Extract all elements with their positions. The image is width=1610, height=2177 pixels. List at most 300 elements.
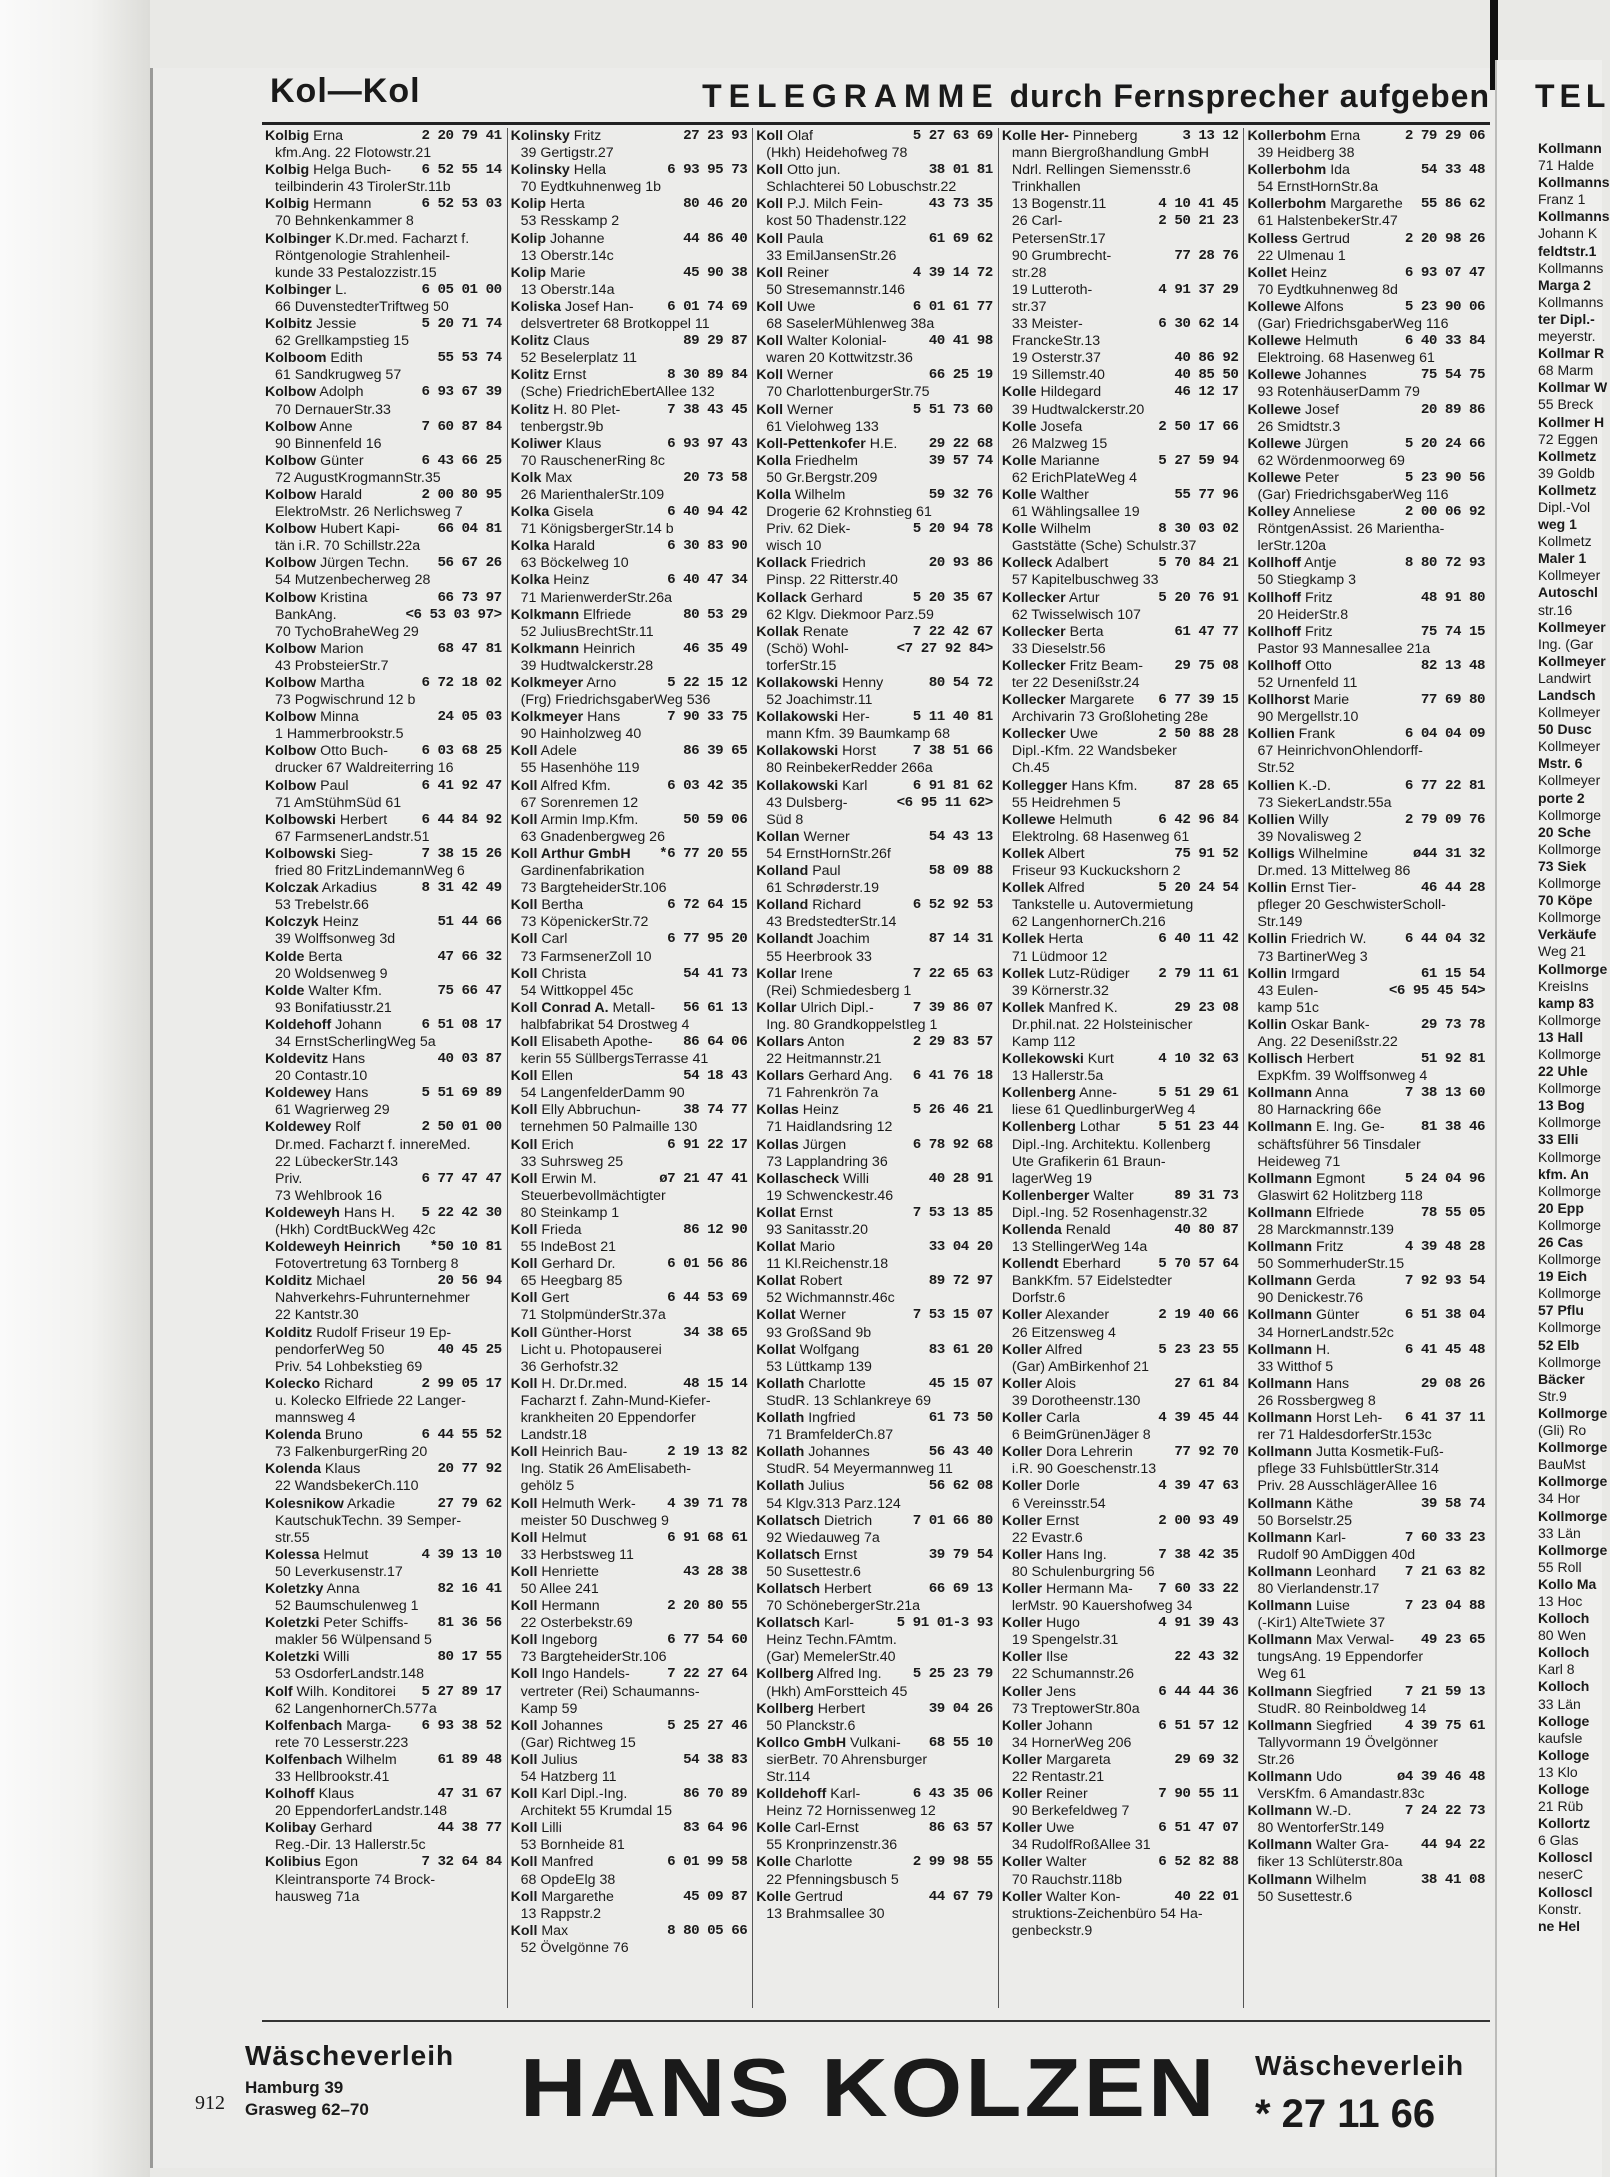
listing-entry <box>756 1786 995 1803</box>
ad-left-city: Hamburg 39 <box>245 2078 344 2097</box>
listing-entry <box>265 1119 504 1136</box>
listing-detail: 39 Wolffsonweg 3d <box>275 931 396 948</box>
listing-continuation <box>1247 1068 1487 1085</box>
next-page-line: Kollmorge <box>1538 909 1602 926</box>
listing-detail: Helmuth <box>1301 333 1358 350</box>
listing-entry <box>1247 402 1487 419</box>
listing-detail: 73 Lapplandring 36 <box>766 1153 888 1170</box>
listing-continuation <box>1002 1290 1241 1307</box>
listing-continuation <box>756 1837 995 1854</box>
listing-detail: 54 Hatzberg 11 <box>520 1769 617 1785</box>
listing-surname: Kollmann <box>1247 1085 1313 1102</box>
listing-detail: Friseur 93 Kuckuckshorn 2 <box>1011 863 1181 880</box>
listing-phone: 5 51 29 61 <box>1155 1085 1238 1102</box>
listing-continuation <box>511 692 750 709</box>
listing-entry <box>511 1290 750 1307</box>
listing-surname: Kollhoff <box>1247 623 1302 640</box>
listing-phone: 29 75 08 <box>1171 658 1238 675</box>
listing-entry <box>1247 1085 1487 1102</box>
listing-surname: Kollas <box>756 1102 799 1119</box>
listing-continuation <box>1247 1513 1487 1530</box>
listing-entry <box>1247 1017 1487 1034</box>
listing-phone: 5 25 27 46 <box>664 1718 747 1735</box>
listing-surname: Kolka <box>510 572 550 589</box>
listing-surname: Kolfenbach <box>265 1751 343 1768</box>
listing-surname: Kolitz <box>510 333 550 350</box>
listing-phone: 77 28 76 <box>1171 248 1238 265</box>
listing-surname: Kollmann <box>1247 1239 1313 1256</box>
listing-phone: 87 14 31 <box>926 931 993 948</box>
listing-surname: Koll <box>510 931 538 948</box>
listing-continuation <box>756 1906 995 1923</box>
listing-continuation <box>1002 1530 1241 1547</box>
listing-detail: 71 AmStühmSüd 61 <box>275 794 402 811</box>
listing-entry <box>1247 1872 1487 1889</box>
listing-continuation <box>265 1393 504 1410</box>
listing-surname: Kolf <box>265 1683 293 1700</box>
listing-detail: Eberhard <box>1058 1256 1121 1273</box>
listing-continuation <box>511 1769 750 1786</box>
listing-phone: 6 77 39 15 <box>1155 692 1238 709</box>
listing-phone: 45 09 87 <box>680 1889 747 1906</box>
listing-detail: 39 Novalisweg 2 <box>1257 828 1362 845</box>
listing-surname: Kollakowski <box>756 743 839 760</box>
listing-surname: Kollars <box>756 1068 805 1085</box>
listing-detail: Hans <box>583 709 621 726</box>
listing-detail: 19 Sillemstr.40 <box>1011 367 1105 384</box>
listing-detail: 62 Klgv. Diekmoor Parz.59 <box>766 606 934 623</box>
listing-detail: Richard <box>808 897 862 914</box>
listing-detail: Helmuth <box>1055 811 1113 828</box>
next-page-line: 71 Halde <box>1538 157 1595 174</box>
listing-phone: 51 92 81 <box>1418 1051 1485 1068</box>
listing-continuation <box>1247 897 1487 914</box>
listing-detail: Erna <box>1326 128 1361 144</box>
listing-surname: Koll <box>510 1136 538 1153</box>
listing-detail: Johann <box>1042 1717 1093 1734</box>
listing-surname: Kollmann <box>1247 1803 1313 1820</box>
listing-surname: Kolibay <box>265 1820 317 1837</box>
listing-phone: 50 59 06 <box>680 812 747 829</box>
listing-phone: 4 39 47 63 <box>1155 1478 1238 1495</box>
next-page-line: str.16 <box>1538 601 1573 618</box>
listing-detail: 36 Gerhofstr.32 <box>520 1358 619 1375</box>
listing-continuation <box>511 1307 750 1324</box>
ad-left-street: Grasweg 62–70 <box>245 2100 369 2119</box>
footer-rule <box>262 2020 1490 2022</box>
listing-surname: Kollenberg <box>1001 1085 1076 1102</box>
column-5 <box>1244 128 1490 2008</box>
listing-detail: Hans <box>1312 1375 1350 1392</box>
listing-entry <box>511 1068 750 1085</box>
listing-detail: Helga Buch- <box>309 162 392 179</box>
listing-detail: struktions-Zeichenbüro 54 Ha- <box>1011 1905 1203 1922</box>
listing-surname: Kolecko <box>265 1375 321 1392</box>
listing-continuation <box>511 1940 750 1957</box>
listing-surname: Kolka <box>510 538 550 555</box>
listing-detail: 13 Hallerstr.5a <box>1011 1068 1104 1085</box>
listing-detail: 34 HornerLandstr.52c <box>1257 1324 1394 1341</box>
next-page-line: Kollmorge <box>1538 1045 1602 1062</box>
next-page-line: Kolloch <box>1538 1678 1590 1695</box>
listing-entry <box>265 1854 504 1871</box>
listing-detail: Heinz <box>549 572 590 589</box>
listing-detail: Herbert <box>335 811 388 828</box>
listing-detail: 1 Hammerbrookstr.5 <box>275 726 404 743</box>
next-page-line: 6 Glas <box>1538 1832 1579 1849</box>
listing-continuation <box>756 1427 995 1444</box>
listing-detail: wisch 10 <box>766 538 822 555</box>
listing-detail: Günter <box>1312 1307 1360 1324</box>
listing-phone: 6 93 67 39 <box>418 384 501 401</box>
listing-detail: Alexander <box>1042 1307 1110 1324</box>
listing-detail: 52 Wichmannstr.46c <box>766 1290 895 1307</box>
listing-detail: 13 StellingerWeg 14a <box>1011 1239 1148 1256</box>
listing-entry <box>265 384 504 401</box>
listing-phone: 40 85 50 <box>1171 367 1238 384</box>
listing-detail: Mario <box>795 1239 836 1256</box>
listing-detail: Drogerie 62 Krohnstieg 61 <box>766 504 932 521</box>
listing-entry <box>265 709 504 726</box>
next-page-line: Kollmorge <box>1538 1473 1608 1490</box>
listing-surname: Koll <box>510 1222 538 1238</box>
listing-phone: 2 00 93 49 <box>1155 1513 1238 1530</box>
listing-surname: Kolbig <box>265 162 310 179</box>
listing-detail: Lothar <box>1075 1119 1121 1136</box>
listing-continuation <box>1002 1923 1241 1940</box>
listing-surname: Kollath <box>756 1410 805 1427</box>
listing-detail: Egon <box>320 1854 359 1871</box>
next-page-line: Kollmann <box>1538 140 1602 156</box>
next-page-line: Verkäufe <box>1538 926 1597 943</box>
next-page-line: Kollmar R <box>1538 345 1605 362</box>
listing-entry <box>1002 966 1241 983</box>
listing-surname: Kolle <box>1001 486 1037 503</box>
listing-entry <box>511 1376 750 1393</box>
listing-detail: Manfred K. <box>1044 999 1118 1016</box>
listing-entry <box>265 1752 504 1769</box>
listing-phone: 6 77 22 81 <box>1402 778 1485 795</box>
listing-continuation <box>1002 1803 1241 1820</box>
listing-detail: Minna <box>316 709 359 726</box>
listing-detail: 70 Eydtkuhnenweg 1b <box>520 179 662 196</box>
listing-phone: 61 69 62 <box>926 231 993 248</box>
listing-detail: Udo <box>1312 1769 1343 1785</box>
listing-continuation <box>1247 1854 1487 1871</box>
listing-phone: 48 91 80 <box>1418 590 1485 607</box>
listing-detail: Adolph <box>316 384 364 401</box>
listing-phone: 47 66 32 <box>434 949 501 966</box>
listing-detail: (Rei) Schmiedesberg 1 <box>766 982 912 999</box>
listing-entry <box>511 1444 750 1461</box>
listing-phone: 6 41 76 18 <box>910 1068 993 1085</box>
listing-detail: 71 Fahrenkrön 7a <box>766 1085 879 1102</box>
listing-detail: FranckeStr.13 <box>1011 333 1101 350</box>
listing-detail: 43 BredstedterStr.14 <box>766 914 897 931</box>
listing-continuation <box>511 1461 750 1478</box>
listing-entry <box>756 1889 995 1906</box>
listing-detail: 80 Schulenburgring 56 <box>1011 1563 1155 1580</box>
listing-continuation <box>1247 1649 1487 1666</box>
listing-detail: 80 WentorferStr.149 <box>1257 1820 1385 1837</box>
listing-continuation <box>1002 795 1241 812</box>
listing-continuation <box>265 897 504 914</box>
next-page-line: 57 Pflu <box>1538 1302 1584 1319</box>
listing-detail: Elektroing. 68 Hasenweg 61 <box>1257 350 1435 367</box>
listing-detail: Claus <box>549 333 590 350</box>
listing-continuation <box>1247 1154 1487 1171</box>
listing-phone: 40 22 01 <box>1171 1889 1238 1906</box>
listing-detail: Anna <box>323 1580 360 1597</box>
listing-entry <box>1247 265 1487 282</box>
listing-detail: Jürgen <box>1301 435 1349 452</box>
listing-entry <box>1002 1513 1241 1530</box>
listing-phone: 56 67 26 <box>434 555 501 572</box>
listing-detail: Jürgen Techn. <box>316 555 410 572</box>
listing-phone: 5 27 59 94 <box>1155 453 1238 470</box>
listing-detail: 70 DernauerStr.33 <box>275 401 391 418</box>
listing-detail: 33 Herbstsweg 11 <box>520 1546 634 1563</box>
listing-detail: 19 Spengelstr.31 <box>1011 1632 1119 1649</box>
listing-phone: 2 19 13 82 <box>664 1444 747 1461</box>
listing-surname: Koll <box>756 128 784 144</box>
listing-detail: waren 20 Kottwitzstr.36 <box>766 350 913 367</box>
listing-detail: Ernst <box>820 1546 858 1563</box>
listing-phone: 5 91 01-3 93 <box>894 1615 993 1632</box>
listing-entry <box>756 931 995 948</box>
listing-phone: 61 89 48 <box>434 1752 501 1769</box>
listing-detail: Tankstelle u. Autovermietung <box>1011 897 1194 914</box>
listing-surname: Kolenda <box>265 1427 321 1444</box>
listing-surname: Kollecker <box>1001 692 1066 709</box>
listing-entry <box>265 453 504 470</box>
listing-detail: Gerhard Ang. <box>804 1068 893 1085</box>
listing-surname: Kolczyk <box>265 914 319 931</box>
listing-phone: 6 40 33 84 <box>1402 333 1485 350</box>
listing-phone: 47 31 67 <box>434 1786 501 1803</box>
listing-detail: 93 RotenhäuserDamm 79 <box>1257 384 1420 401</box>
listing-entry <box>511 572 750 589</box>
listing-surname: Kollath <box>756 1444 805 1461</box>
listing-detail: Kristina <box>316 589 368 606</box>
listing-entry <box>511 1171 750 1188</box>
listing-detail: Walter <box>1042 1854 1087 1871</box>
listing-detail: torferStr.15 <box>766 657 837 674</box>
listing-entry <box>1247 1769 1487 1786</box>
listing-detail: 68 SaselerMühlenweg 38a <box>766 316 935 333</box>
listing-detail: Dipl.-Ing. Architektu. Kollenberg <box>1011 1136 1211 1153</box>
listing-phone: 7 01 66 80 <box>910 1513 993 1530</box>
listing-detail: Werner <box>795 1307 846 1324</box>
listing-continuation <box>511 1205 750 1222</box>
listing-detail: PetersenStr.17 <box>1011 230 1106 247</box>
listing-continuation <box>265 538 504 555</box>
listing-surname: Kolbow <box>265 521 317 538</box>
listing-surname: Kollmann <box>1247 1632 1313 1649</box>
listing-entry <box>511 607 750 624</box>
listing-surname: Kolldehoff <box>756 1786 827 1803</box>
listing-entry <box>756 1513 995 1530</box>
listing-detail: Günther-Horst <box>537 1324 632 1341</box>
listing-surname: Koll <box>510 811 538 828</box>
listing-detail: Artur <box>1065 589 1100 606</box>
listing-detail: lerStr.120a <box>1257 538 1327 555</box>
listing-detail: Vulkani- <box>846 1734 901 1751</box>
listing-detail: ElektroMstr. 26 Nerlichsweg 7 <box>275 504 463 521</box>
listing-detail: Uwe <box>1042 1820 1075 1837</box>
listing-surname: Kollmann <box>1247 1273 1313 1290</box>
listing-continuation <box>511 419 750 436</box>
next-page-line: Kollmorge <box>1538 1439 1608 1456</box>
listing-detail: Friedhelm <box>790 452 858 469</box>
listing-surname: Koller <box>1001 1478 1043 1495</box>
next-page-line: 13 Klo <box>1538 1763 1578 1780</box>
listing-entry <box>511 333 750 350</box>
listing-entry <box>1247 1239 1487 1256</box>
listing-phone: 6 77 54 60 <box>664 1632 747 1649</box>
listing-entry <box>756 1581 995 1598</box>
listing-surname: Kollat <box>756 1307 796 1324</box>
listing-detail: Margarethe <box>1326 196 1403 213</box>
listing-phone: 6 51 38 04 <box>1402 1307 1485 1324</box>
listing-phone: 7 32 64 84 <box>418 1854 501 1871</box>
listing-detail: Josefa <box>1036 418 1083 435</box>
listing-detail: Harald <box>316 486 362 503</box>
listing-phone: 29 73 78 <box>1418 1017 1485 1034</box>
listing-continuation <box>1002 829 1241 846</box>
header-notice <box>702 78 1490 115</box>
listing-detail: Ernst <box>795 1204 833 1221</box>
listing-entry <box>265 1547 504 1564</box>
listing-entry <box>756 231 995 248</box>
listing-entry <box>1002 1786 1241 1803</box>
listing-detail: 70 CharlottenburgerStr.75 <box>766 384 930 401</box>
listing-surname: Kollien <box>1247 726 1295 743</box>
listing-surname: Kollmann <box>1247 1717 1313 1734</box>
listing-continuation <box>511 1872 750 1889</box>
next-page-line: Marga 2 <box>1538 276 1591 293</box>
listing-surname: Kollmann <box>1247 1170 1313 1187</box>
listing-continuation <box>511 760 750 777</box>
listing-surname: Kolbow <box>265 452 317 469</box>
listing-detail: W.-D. <box>1312 1803 1352 1820</box>
listing-detail: StudR. 13 Schlankreye 69 <box>766 1392 932 1409</box>
listing-entry <box>265 983 504 1000</box>
listing-surname: Kolbow <box>265 555 317 572</box>
listing-detail: Richard <box>320 1375 374 1392</box>
listing-detail: StudR. 54 Meyermannweg 11 <box>766 1461 953 1478</box>
listing-detail: Ilse <box>1042 1649 1069 1666</box>
listing-entry <box>1247 1598 1487 1615</box>
listing-detail: Schlachterei 50 Lobuschstr.22 <box>766 179 957 196</box>
listing-detail: str.55 <box>275 1529 310 1546</box>
listing-detail: Hans <box>331 1085 369 1102</box>
listing-surname: Kollegger <box>1001 777 1068 794</box>
listing-continuation <box>1002 1632 1241 1649</box>
listing-continuation <box>511 863 750 880</box>
listing-detail: Facharzt f. Zahn-Mund-Kiefer- <box>520 1392 711 1409</box>
next-page-line: kaufsle <box>1538 1729 1583 1746</box>
listing-phone: 80 54 72 <box>926 675 993 692</box>
listing-continuation <box>265 1889 504 1906</box>
listing-surname: Kollien <box>1247 811 1295 828</box>
listing-continuation <box>265 248 504 265</box>
listing-entry <box>1002 1684 1241 1701</box>
listing-detail: 53 Resskamp 2 <box>520 213 620 230</box>
listing-entry <box>1247 1803 1487 1820</box>
listing-detail: Kurt <box>1083 1051 1114 1068</box>
listing-continuation <box>1002 196 1241 213</box>
listing-detail: Paul <box>808 863 841 880</box>
listing-detail: Alfons <box>1301 298 1344 315</box>
listing-continuation <box>1247 760 1487 777</box>
listing-continuation <box>1002 1359 1241 1376</box>
listing-detail: 92 Wiedauweg 7a <box>766 1529 880 1546</box>
next-page-line: Kollortz <box>1538 1815 1591 1832</box>
listing-phone: 2 20 98 26 <box>1402 231 1485 248</box>
listing-continuation <box>756 607 995 624</box>
listing-detail: kerin 55 SüllbergsTerrasse 41 <box>520 1051 709 1068</box>
listing-phone: 61 73 50 <box>926 1410 993 1427</box>
listing-detail: Max <box>541 469 573 486</box>
listing-detail: 73 SiekerLandstr.55a <box>1257 794 1392 811</box>
listing-surname: Koll <box>510 1717 538 1734</box>
listing-surname: Koller <box>1001 1683 1043 1700</box>
listing-detail: 19 Osterstr.37 <box>1011 350 1101 367</box>
listing-surname: Kollath <box>756 1478 805 1495</box>
listing-phone: 75 54 75 <box>1418 367 1485 384</box>
listing-surname: Kollerbohm <box>1247 128 1327 144</box>
listing-phone: 5 51 69 89 <box>418 1085 501 1102</box>
listing-continuation <box>1247 1786 1487 1803</box>
listing-phone: 77 69 80 <box>1418 692 1485 709</box>
listing-phone: 59 32 76 <box>926 487 993 504</box>
listing-continuation <box>265 1701 504 1718</box>
listing-detail: Christa <box>537 965 587 982</box>
next-page-line: Kolloge <box>1538 1781 1590 1797</box>
listing-phone: 6 91 22 17 <box>664 1137 747 1154</box>
listing-phone: 6 51 08 17 <box>418 1017 501 1034</box>
listing-surname: Kollmann <box>1247 1495 1313 1512</box>
listing-entry <box>1002 1188 1241 1205</box>
listing-detail: Karl <box>838 777 868 794</box>
listing-surname: Kollatsch <box>756 1615 821 1632</box>
listing-phone: 5 23 90 06 <box>1402 299 1485 316</box>
listing-surname: Koll <box>756 264 784 281</box>
listing-detail: Julius <box>537 1751 578 1768</box>
listing-entry <box>1247 624 1487 641</box>
listing-entry <box>511 196 750 213</box>
listing-continuation <box>511 914 750 931</box>
listing-phone: 7 60 33 23 <box>1402 1530 1485 1547</box>
listing-detail: Tallyvormann 19 Övelgönner <box>1257 1734 1439 1751</box>
listing-surname: Kolbig <box>265 128 310 144</box>
listing-detail: 73 FarmsenerZoll 10 <box>520 948 652 965</box>
column-1 <box>262 128 508 2008</box>
listing-detail: delsvertreter 68 Brotkoppel 11 <box>520 316 710 333</box>
listing-phone: 8 30 89 84 <box>664 367 747 384</box>
listing-surname: Koldehoff <box>265 1016 332 1033</box>
listing-detail: Frank <box>1294 726 1335 743</box>
listing-detail: 26 Malzweg 15 <box>1011 435 1108 452</box>
listing-phone: 6 78 92 68 <box>910 1137 993 1154</box>
listing-continuation <box>511 453 750 470</box>
listing-detail: Margareta <box>1042 1751 1111 1768</box>
listing-entry <box>1247 966 1487 983</box>
listing-detail: 61 Vielohweg 133 <box>766 418 879 435</box>
listing-surname: Kollek <box>1001 931 1045 948</box>
listing-phone: 77 92 70 <box>1171 1444 1238 1461</box>
